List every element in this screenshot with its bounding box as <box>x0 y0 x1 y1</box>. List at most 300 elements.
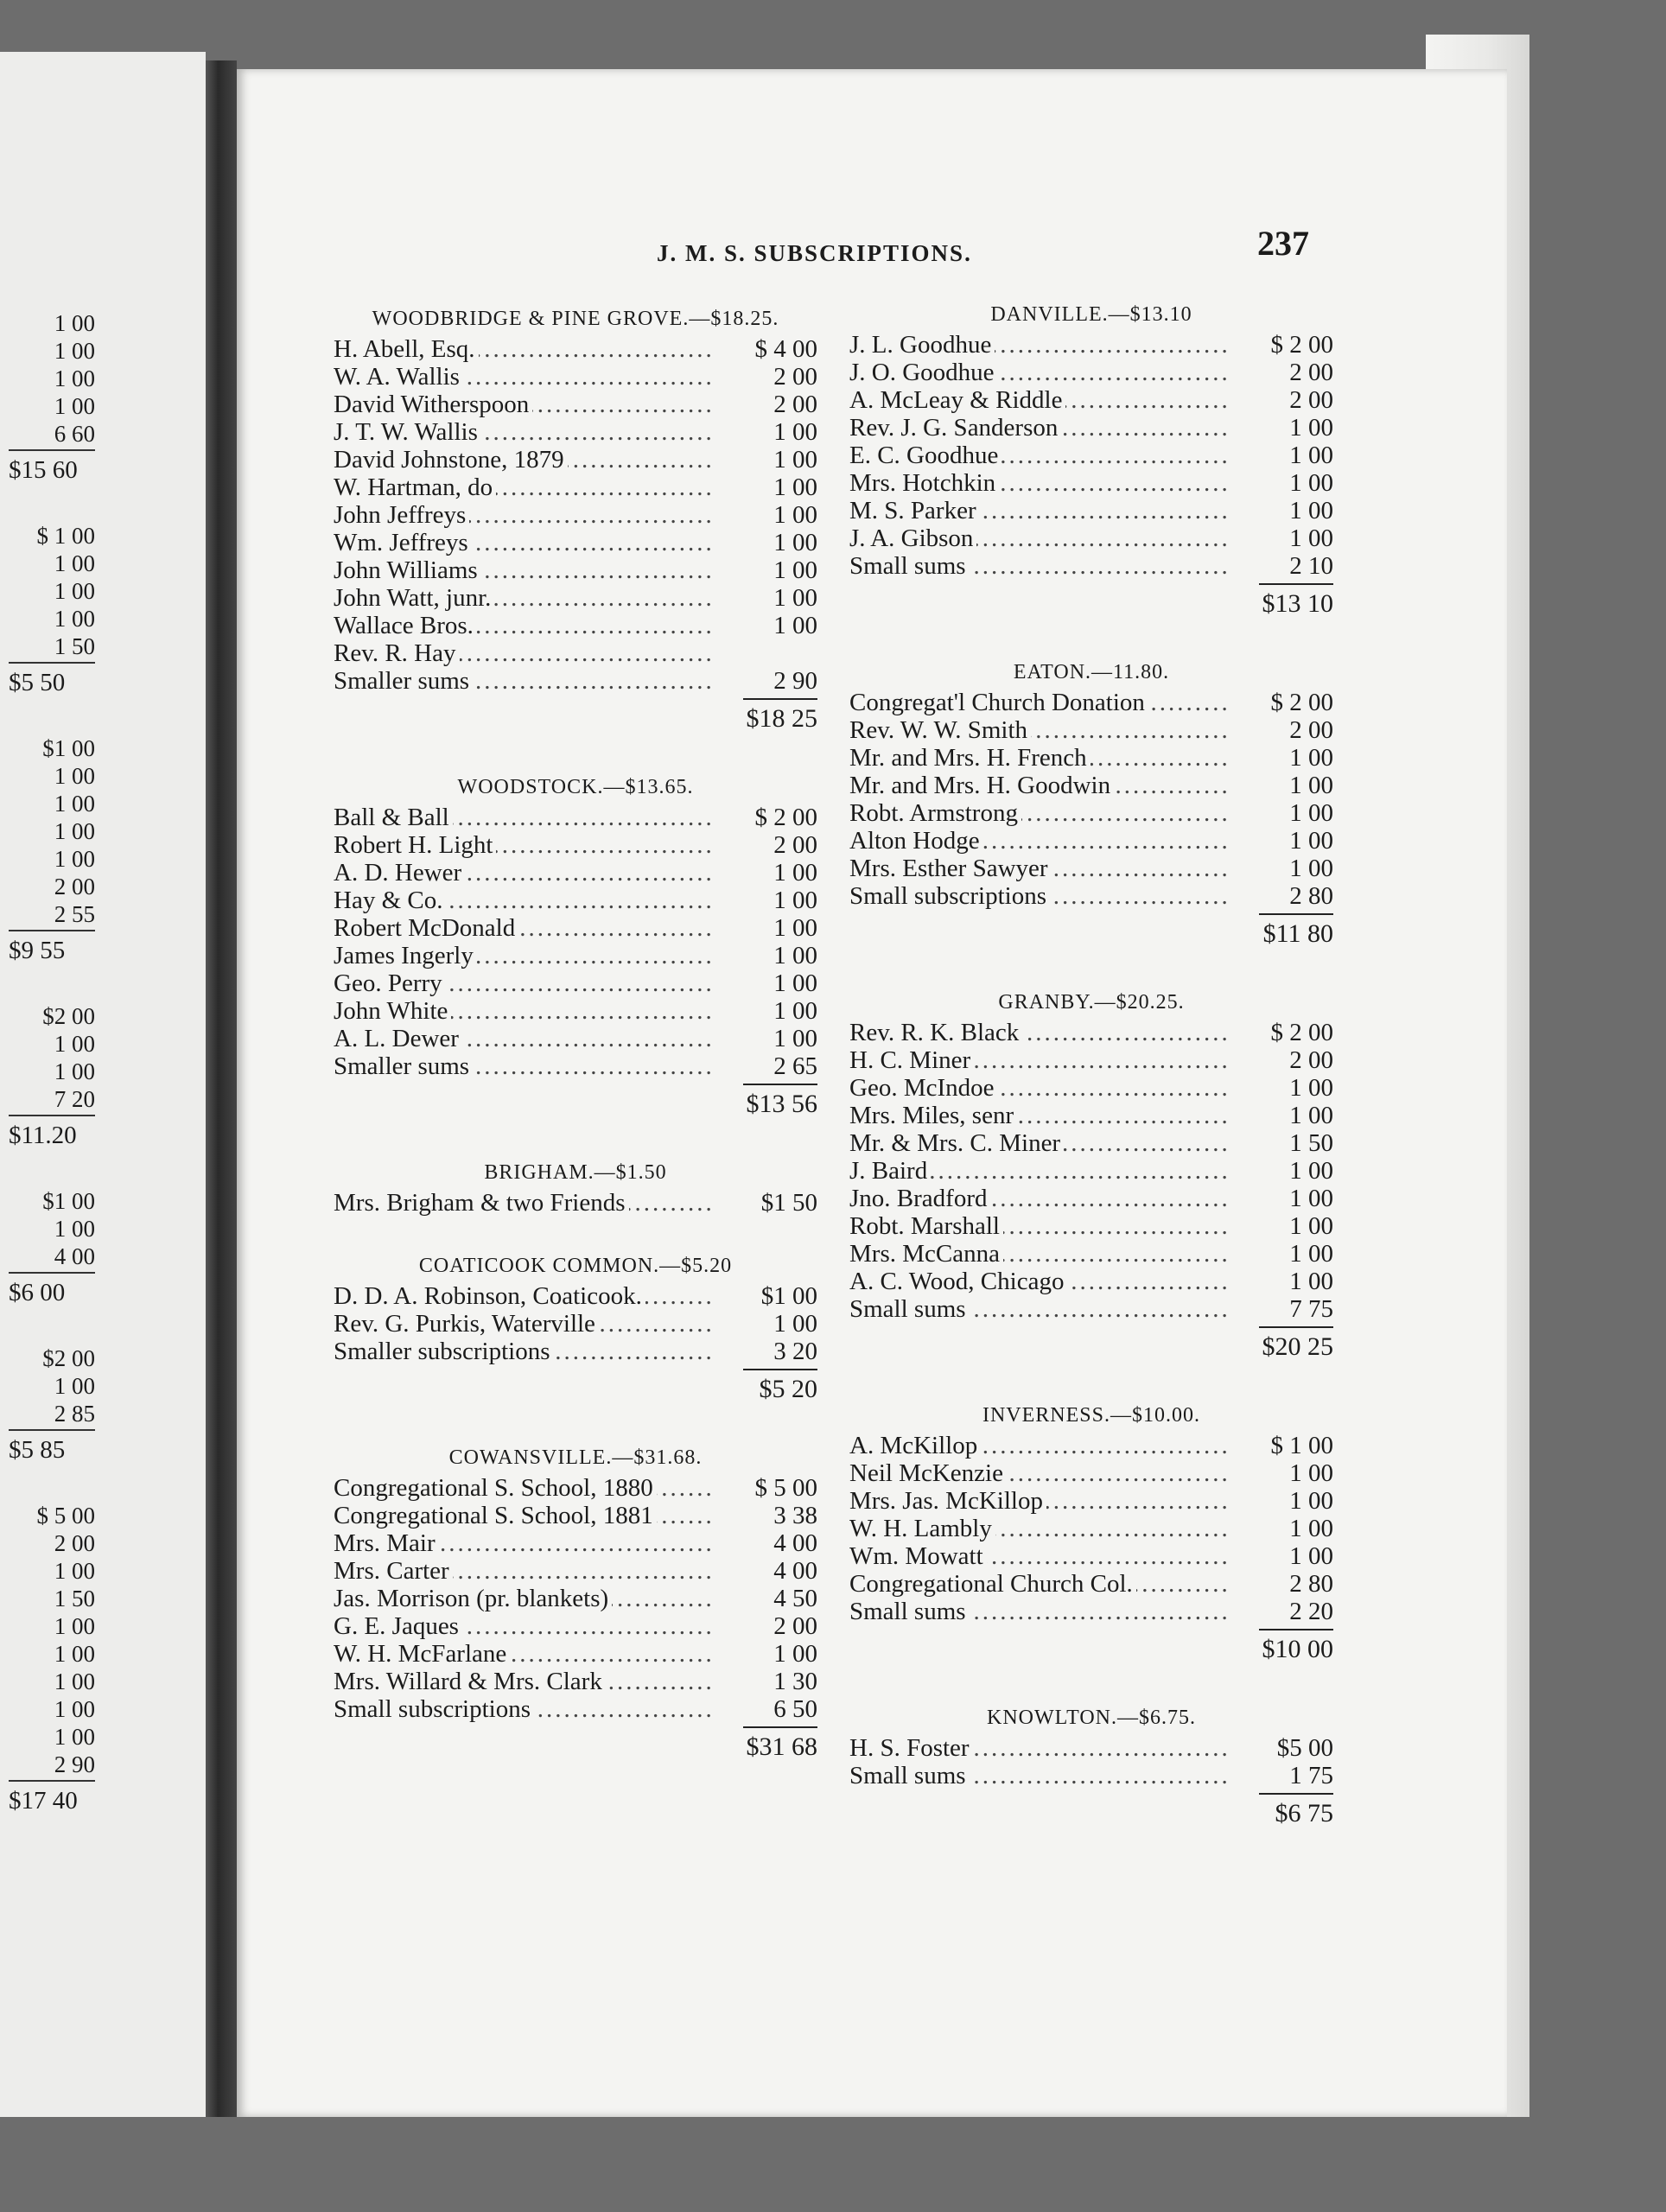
subscription-entry <box>334 1695 817 1723</box>
subscriber-name <box>849 442 1231 469</box>
subscriber-name <box>849 1019 1231 1046</box>
subscription-section <box>849 656 1333 953</box>
subscription-amount: 1 00 <box>773 969 817 997</box>
subscription-entry <box>849 359 1333 386</box>
subscription-amount: 7 75 <box>1289 1295 1333 1323</box>
subscription-amount: $ 4 00 <box>754 335 817 363</box>
subscriber-name-text: J. L. Goodhue <box>849 331 995 359</box>
subscriber-name-text: W. H. Lambly <box>849 1515 995 1542</box>
subscription-entry <box>334 418 817 446</box>
subscription-amount: 2 90 <box>773 667 817 695</box>
subscriber-name <box>334 1557 715 1585</box>
subscriber-name <box>849 1102 1231 1129</box>
subscription-entry <box>334 1189 817 1217</box>
fragment-gap <box>9 1818 95 1853</box>
fragment-amount: 1 00 <box>54 578 95 604</box>
subscription-entry <box>334 1052 817 1080</box>
subscription-entry <box>334 335 817 363</box>
subscriber-name <box>849 744 1231 772</box>
subscription-amount: 1 00 <box>1289 1515 1333 1542</box>
subscriber-name <box>334 667 715 695</box>
subscription-amount: 1 00 <box>773 1310 817 1338</box>
subscriber-name <box>849 331 1231 359</box>
subscription-entry <box>849 469 1333 497</box>
fragment-amount: 1 00 <box>54 1696 95 1722</box>
subscriber-name-text: Congregat'l Church Donation <box>849 689 1148 716</box>
subscription-entry <box>334 969 817 997</box>
subscription-section <box>849 986 1333 1366</box>
fragment-total: $5 85 <box>9 1436 66 1464</box>
subscriber-name <box>849 469 1231 497</box>
subscriber-name <box>334 887 715 914</box>
subscriber-name <box>849 414 1231 442</box>
subscriber-name <box>849 359 1231 386</box>
subscriber-name <box>849 386 1231 414</box>
subscriber-name-text: James Ingerly <box>334 942 477 969</box>
subscription-entry <box>849 1212 1333 1240</box>
subscription-amount: 2 80 <box>1289 1570 1333 1598</box>
subscription-amount: $ 2 00 <box>1270 689 1333 716</box>
subscriber-name-text: Mrs. Willard & Mrs. Clark <box>334 1668 606 1695</box>
subscriber-name <box>849 1295 1231 1323</box>
subscriber-name <box>334 942 715 969</box>
subscription-entry <box>849 1046 1333 1074</box>
section-heading: BRIGHAM.—$1.50 <box>484 1161 667 1184</box>
subscriber-name <box>849 1046 1231 1074</box>
subscriber-name-text: David Johnstone, 1879 <box>334 446 568 474</box>
subscriber-name <box>334 804 715 831</box>
subscription-section <box>334 1249 817 1408</box>
subscription-amount: $ 2 00 <box>754 804 817 831</box>
subscription-amount: 1 50 <box>1289 1129 1333 1157</box>
subscriber-name <box>334 969 715 997</box>
subscription-entry <box>334 831 817 859</box>
subscription-amount: 1 00 <box>1289 1459 1333 1487</box>
subscription-amount: 2 00 <box>773 831 817 859</box>
subscriber-name <box>334 391 715 418</box>
fragment-amount: 1 00 <box>54 365 95 391</box>
subscription-entry <box>849 386 1333 414</box>
subscription-section <box>334 1441 817 1766</box>
subscriber-name-text: Rev. R. K. Black <box>849 1019 1022 1046</box>
subscriber-name-text: H. Abell, Esq. <box>334 335 479 363</box>
subscription-amount: 1 00 <box>773 997 817 1025</box>
subscriber-name-text: M. S. Parker <box>849 497 980 524</box>
subscription-entry <box>334 501 817 529</box>
section-heading: KNOWLTON.—$6.75. <box>987 1707 1196 1729</box>
fragment-total: $6 00 <box>9 1279 66 1306</box>
subscription-amount: 2 10 <box>1289 552 1333 580</box>
subscription-amount: 1 30 <box>773 1668 817 1695</box>
subscription-amount: 1 75 <box>1289 1762 1333 1789</box>
subscription-amount: $ 5 00 <box>754 1474 817 1502</box>
fragment-amount: 1 00 <box>54 338 95 364</box>
subscription-section <box>849 1399 1333 1669</box>
subscriber-name-text: J. O. Goodhue <box>849 359 998 386</box>
subscription-entry <box>849 1019 1333 1046</box>
section-total: $20 25 <box>1262 1332 1333 1361</box>
subscription-amount: 1 00 <box>1289 1102 1333 1129</box>
subscriber-name-text: Mr. & Mrs. C. Miner <box>849 1129 1064 1157</box>
subscription-amount: 1 00 <box>773 418 817 446</box>
previous-page-amounts <box>9 309 95 1853</box>
subscription-entry <box>849 716 1333 744</box>
subscription-amount: 4 00 <box>773 1557 817 1585</box>
subscriber-name-text: Mrs. Esther Sawyer <box>849 855 1052 882</box>
subscription-section <box>849 298 1333 623</box>
fragment-amount: 7 20 <box>54 1086 95 1112</box>
subscriber-name-text: Small subscriptions <box>849 882 1050 910</box>
subscription-entry <box>334 1668 817 1695</box>
subscriber-name-text: Robt. Marshall <box>849 1212 1003 1240</box>
subscription-entry <box>334 474 817 501</box>
subscription-entry <box>849 1295 1333 1323</box>
subscription-entry <box>334 859 817 887</box>
subscription-amount: 2 00 <box>1289 359 1333 386</box>
subscriber-name-text: A. C. Wood, Chicago <box>849 1268 1067 1295</box>
subscriber-name <box>849 689 1231 716</box>
subscriber-name <box>334 446 715 474</box>
subscription-amount: 1 00 <box>1289 442 1333 469</box>
subscription-section <box>334 1156 817 1217</box>
subscription-entry <box>849 827 1333 855</box>
subscriber-name <box>334 363 715 391</box>
subscription-entry <box>334 1502 817 1529</box>
subscriber-name-text: Small sums <box>849 1762 970 1789</box>
subscriber-name <box>849 1185 1231 1212</box>
subscriber-name-text: Robt. Armstrong <box>849 799 1021 827</box>
right-column <box>849 298 1333 1866</box>
fragment-gap <box>9 1467 95 1502</box>
subscription-amount: 1 00 <box>773 529 817 556</box>
subscriber-name-text: Congregational Church Col. <box>849 1570 1136 1598</box>
subscription-entry <box>849 1074 1333 1102</box>
subscriber-name <box>849 1129 1231 1157</box>
subscription-entry <box>334 1585 817 1612</box>
fragment-amount: 1 00 <box>54 1724 95 1750</box>
subscription-amount: 1 00 <box>1289 1185 1333 1212</box>
subscription-entry <box>334 942 817 969</box>
subscription-entry <box>334 887 817 914</box>
subscriber-name <box>334 859 715 887</box>
fragment-amount: 1 00 <box>54 1216 95 1242</box>
fragment-amount: 1 00 <box>54 1669 95 1694</box>
subscriber-name <box>849 1515 1231 1542</box>
subscriber-name <box>849 552 1231 580</box>
subscriber-name <box>334 1502 715 1529</box>
subscriber-name <box>334 639 715 667</box>
subscriber-name <box>849 1268 1231 1295</box>
subscription-amount: 4 00 <box>773 1529 817 1557</box>
subscriber-name-text: H. S. Foster <box>849 1734 973 1762</box>
subscription-entry <box>849 772 1333 799</box>
fragment-rule <box>9 1115 95 1116</box>
subscriber-name-text: Mr. and Mrs. H. Goodwin <box>849 772 1114 799</box>
subscription-entry <box>334 1640 817 1668</box>
subscription-amount: 2 00 <box>773 1612 817 1640</box>
subscription-amount: 1 00 <box>773 887 817 914</box>
subscriber-name-text: Wm. Jeffreys <box>334 529 472 556</box>
subscription-entry <box>334 1612 817 1640</box>
subscriber-name-text: W. Hartman, do <box>334 474 496 501</box>
subscription-amount: 3 20 <box>773 1338 817 1365</box>
subscriber-name-text: Geo. McIndoe <box>849 1074 998 1102</box>
fragment-amount: $ 5 00 <box>36 1503 95 1529</box>
fragment-rule <box>9 930 95 931</box>
subscription-amount: 1 00 <box>773 914 817 942</box>
subscriber-name <box>334 1052 715 1080</box>
fragment-amount: 1 00 <box>54 1613 95 1639</box>
fragment-amount: 1 00 <box>54 818 95 844</box>
subscription-amount: 1 00 <box>1289 744 1333 772</box>
subscription-section <box>334 771 817 1123</box>
section-heading: INVERNESS.—$10.00. <box>982 1404 1200 1427</box>
subscription-amount: 6 50 <box>773 1695 817 1723</box>
subscriber-name-text: J. A. Gibson <box>849 524 976 552</box>
subscription-amount: 1 00 <box>1289 414 1333 442</box>
subscription-amount: 1 00 <box>1289 469 1333 497</box>
subscriber-name-text: Alton Hodge <box>849 827 983 855</box>
subscriber-name <box>334 584 715 612</box>
fragment-rule <box>9 1780 95 1782</box>
subscription-amount: 1 00 <box>773 859 817 887</box>
subscription-entry <box>334 667 817 695</box>
subscription-amount: $ 2 00 <box>1270 331 1333 359</box>
subscription-entry <box>334 1338 817 1365</box>
subscriber-name-text: John White <box>334 997 451 1025</box>
subscription-entry <box>334 446 817 474</box>
subscriber-name-text: Congregational S. School, 1881 <box>334 1502 657 1529</box>
subscriber-name-text: Hay & Co. <box>334 887 446 914</box>
subscriber-name-text: Mrs. Carter <box>334 1557 453 1585</box>
subscriber-name <box>334 1529 715 1557</box>
subscription-entry <box>334 612 817 639</box>
subscription-amount: $1 50 <box>760 1189 817 1217</box>
fragment-amount: 1 00 <box>54 763 95 789</box>
subscription-entry <box>849 497 1333 524</box>
subscription-entry <box>334 914 817 942</box>
subscription-entry <box>849 331 1333 359</box>
subscriber-name <box>334 529 715 556</box>
subscriber-name <box>334 1640 715 1668</box>
fragment-amount: 1 00 <box>54 1558 95 1584</box>
subscription-entry <box>849 1459 1333 1487</box>
subscription-entry <box>849 1762 1333 1789</box>
fragment-total: $11.20 <box>9 1122 77 1149</box>
subscriber-name-text: Smaller sums <box>334 1052 473 1080</box>
subscriber-name-text: Wm. Mowatt <box>849 1542 987 1570</box>
subscription-amount: 1 00 <box>1289 524 1333 552</box>
subscriber-name <box>849 1598 1231 1625</box>
subscriber-name-text: A. L. Dewer <box>334 1025 462 1052</box>
subscription-amount: $5 00 <box>1276 1734 1333 1762</box>
subscription-entry <box>849 1570 1333 1598</box>
subscription-amount: $ 2 00 <box>1270 1019 1333 1046</box>
subscription-amount: 2 65 <box>773 1052 817 1080</box>
section-total: $31 68 <box>746 1732 817 1761</box>
subscriber-name <box>849 1157 1231 1185</box>
subscription-amount: 1 00 <box>1289 1240 1333 1268</box>
subscriber-name-text: David Witherspoon <box>334 391 532 418</box>
subscriber-name-text: W. A. Wallis <box>334 363 463 391</box>
subscriber-name-text: John Watt, junr. <box>334 584 494 612</box>
subscription-entry <box>334 1282 817 1310</box>
subscriber-name <box>334 1025 715 1052</box>
subscriber-name-text: Jno. Bradford <box>849 1185 990 1212</box>
subscriber-name-text: Congregational S. School, 1880 <box>334 1474 657 1502</box>
subscriber-name <box>849 1542 1231 1570</box>
subscription-entry <box>334 391 817 418</box>
subscription-amount: 1 00 <box>1289 772 1333 799</box>
subscription-entry <box>334 804 817 831</box>
subscriber-name-text: Mrs. McCanna <box>849 1240 1003 1268</box>
page-number: 237 <box>1257 224 1309 263</box>
fragment-amount: 1 00 <box>54 791 95 817</box>
fragment-amount: $1 00 <box>42 1188 95 1214</box>
subscriber-name <box>849 827 1231 855</box>
fragment-gap <box>9 700 95 734</box>
subscription-amount: 1 00 <box>1289 855 1333 882</box>
fragment-amount: 6 60 <box>54 421 95 447</box>
subscriber-name-text: A. McLeay & Riddle <box>849 386 1065 414</box>
fragment-gap <box>9 1310 95 1344</box>
subscriber-name <box>334 1310 715 1338</box>
subscription-amount: 1 00 <box>1289 827 1333 855</box>
subscription-section <box>849 1701 1333 1833</box>
subscription-entry <box>334 1310 817 1338</box>
fragment-amount: $2 00 <box>42 1003 95 1029</box>
subscriber-name <box>334 1695 715 1723</box>
scan-background <box>237 2117 1533 2212</box>
subscription-entry <box>849 524 1333 552</box>
section-heading: COWANSVILLE.—$31.68. <box>448 1446 703 1469</box>
subscriber-name-text: Rev. W. W. Smith <box>849 716 1031 744</box>
subscriber-name-text: J. Baird <box>849 1157 931 1185</box>
subscriber-name <box>334 1585 715 1612</box>
subscriber-name <box>334 335 715 363</box>
subscriber-name <box>334 418 715 446</box>
subscriber-name <box>334 831 715 859</box>
subscriber-name <box>849 1762 1231 1789</box>
subscription-amount: 1 00 <box>773 942 817 969</box>
subscription-entry <box>849 1542 1333 1570</box>
fragment-amount: $2 00 <box>42 1345 95 1371</box>
subscriber-name-text: Mr. and Mrs. H. French <box>849 744 1091 772</box>
subscriber-name-text: Mrs. Jas. McKillop <box>849 1487 1046 1515</box>
subscription-amount: 4 50 <box>773 1585 817 1612</box>
subscriber-name <box>334 997 715 1025</box>
fragment-amount: 1 00 <box>54 606 95 632</box>
subscriber-name-text: Mrs. Mair <box>334 1529 439 1557</box>
section-total: $13 10 <box>1262 589 1333 618</box>
subscriber-name <box>849 1212 1231 1240</box>
fragment-amount: 4 00 <box>54 1243 95 1269</box>
subscription-entry <box>334 529 817 556</box>
subscription-entry <box>334 639 817 667</box>
subscription-amount: 1 00 <box>773 501 817 529</box>
subscription-amount: 1 00 <box>1289 1074 1333 1102</box>
subscriber-name-text: Mrs. Brigham & two Friends <box>334 1189 629 1217</box>
fragment-amount: 2 00 <box>54 1530 95 1556</box>
subscription-entry <box>849 1734 1333 1762</box>
subscription-entry <box>849 1268 1333 1295</box>
subscriber-name-text: Rev. J. G. Sanderson <box>849 414 1061 442</box>
subscription-entry <box>849 689 1333 716</box>
subscriber-name <box>849 1734 1231 1762</box>
subscriber-name-text: Smaller sums <box>334 667 473 695</box>
subscriber-name-text: D. D. A. Robinson, Coaticook. <box>334 1282 645 1310</box>
subscriber-name <box>334 474 715 501</box>
subscriber-name <box>849 855 1231 882</box>
subscription-section <box>334 302 817 738</box>
subscription-amount <box>715 639 817 667</box>
subscriber-name <box>334 1282 715 1310</box>
subscriber-name-text: A. McKillop <box>849 1432 981 1459</box>
fragment-total: $9 55 <box>9 937 66 964</box>
subscription-entry <box>849 882 1333 910</box>
subscription-amount: 2 20 <box>1289 1598 1333 1625</box>
fragment-amount: 1 00 <box>54 393 95 419</box>
subscriber-name <box>334 612 715 639</box>
subscription-amount: $1 00 <box>760 1282 817 1310</box>
subscription-entry <box>849 1129 1333 1157</box>
subscription-amount: 1 00 <box>773 612 817 639</box>
running-head: J. M. S. SUBSCRIPTIONS. <box>657 240 972 266</box>
subscriber-name <box>849 1487 1231 1515</box>
subscription-amount: $ 1 00 <box>1270 1432 1333 1459</box>
subscriber-name <box>334 1189 715 1217</box>
subscription-entry <box>334 1529 817 1557</box>
subscriber-name <box>849 1074 1231 1102</box>
subscriber-name <box>334 1338 715 1365</box>
fragment-gap <box>9 487 95 522</box>
section-total: $11 80 <box>1262 919 1333 948</box>
subscription-entry <box>334 556 817 584</box>
left-column <box>334 302 817 1799</box>
subscriber-name-text: John Jeffreys <box>334 501 469 529</box>
fragment-amount: 1 00 <box>54 846 95 872</box>
fragment-total: $17 40 <box>9 1787 78 1815</box>
subscription-amount: 1 00 <box>773 1640 817 1668</box>
subscriber-name <box>849 497 1231 524</box>
section-heading: EATON.—11.80. <box>1013 661 1170 683</box>
subscriber-name <box>334 501 715 529</box>
fragment-rule <box>9 1272 95 1274</box>
subscription-entry <box>849 552 1333 580</box>
subscription-entry <box>334 1025 817 1052</box>
subscriber-name-text: A. D. Hewer <box>334 859 465 887</box>
subscriber-name-text: Small sums <box>849 552 970 580</box>
fragment-amount: 2 00 <box>54 874 95 899</box>
fragment-amount: 1 50 <box>54 1586 95 1611</box>
fragment-rule <box>9 662 95 664</box>
subscriber-name <box>849 1570 1231 1598</box>
subscriber-name-text: W. H. McFarlane <box>334 1640 510 1668</box>
subscriber-name-text: John Williams <box>334 556 481 584</box>
fragment-amount: 2 55 <box>54 901 95 927</box>
subscription-entry <box>334 584 817 612</box>
subscription-amount: 2 00 <box>773 391 817 418</box>
subscription-entry <box>849 442 1333 469</box>
section-heading: WOODSTOCK.—$13.65. <box>457 776 694 798</box>
subscriber-name-text: Robert H. Light <box>334 831 496 859</box>
fragment-rule <box>9 449 95 451</box>
subscription-entry <box>334 363 817 391</box>
fragment-amount: 1 00 <box>54 550 95 576</box>
subscription-amount: 1 00 <box>1289 1268 1333 1295</box>
section-total: $13 56 <box>746 1090 817 1118</box>
subscription-entry <box>334 997 817 1025</box>
